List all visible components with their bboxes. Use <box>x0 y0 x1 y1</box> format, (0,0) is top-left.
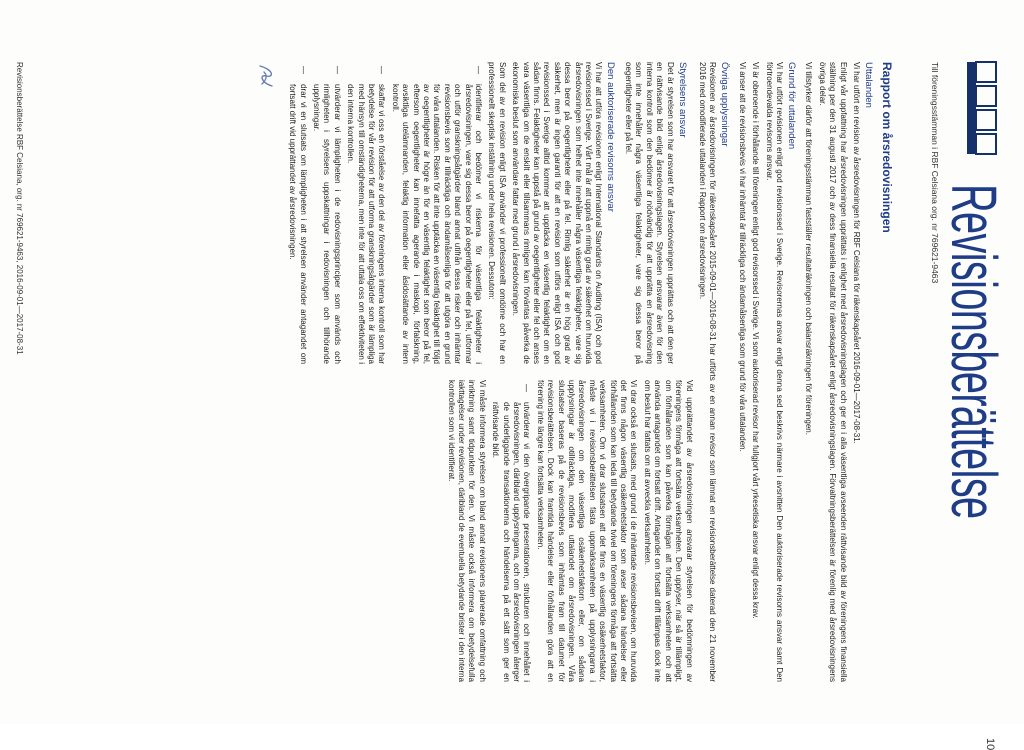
kpmg-logo <box>966 62 1000 158</box>
paragraph: Vi tillstyrker därför att föreningsstämman fastställer resultaträkningen och balansräkningen för föreningen. <box>804 62 814 435</box>
paragraph: Vi måste informera styrelsen om bland annat revisionens planerade omfattning och inriktning samt tidpunkten för den. Vi måste också informera om betydelsefulla iakttagelser under revisionen, däribland de eventuella betydande brister i den interna kontrollen som vi identifierat. <box>446 380 487 682</box>
paragraph: Vi drar också en slutsats, med grund i de inhämtade revisionsbevisen, om huruvida det finns någon väsentlig osäkerhetsfaktor som avser sådana händelser eller förhållanden som kan leda till betydande tvivel om föreningens förmåga att fortsätta verksamheten. Om vi drar slutsatsen att det finns en väsentlig osäkerhetsfaktor, måste vi i revisionsberättelsen fästa uppmärksamheten på upplysningarna i årsredovisningen om den väsentliga osäkerhetsfaktorn eller, om sådana upplysningar är otillräckliga, modifiera uttalandet om årsredovisningen. Våra slutsatser baseras på de revisionsbevis som inhämtas fram till datumet för revisionsberättelsen. Dock kan framtida händelser eller förhållanden göra att en förening inte längre kan fortsätta verksamheten. <box>535 380 639 682</box>
subheading-styrelsens-ansvar: Styrelsens ansvar <box>676 62 688 138</box>
paragraph: Vi har att utföra revisionen enligt International Standards on Auditing (ISA) och god revisionssed i Sverige. Vårt mål är att uppnå en rimlig grad av säkerhet om huruvida årsredovisningen som helhet inte innehåller några väsentliga felaktigheter, vare sig dessa beror på oegentligheter eller på fel. Rimlig säkerhet är en hög grad av säkerhet, men är ingen garanti för att en revision som utförs enligt ISA och god revisionssed i Sverige alltid kommer att upptäcka en väsentlig felaktighet om en sådan finns. Felaktigheter kan uppstå på grund av oegentligheter eller fel och anses vara väsentliga om de enskilt eller tillsammans rimligen kan förväntas påverka de ekonomiska beslut som användare fattar med grund i årsredovisningen. <box>511 62 604 364</box>
list-item: — utvärderar vi den övergripande presentationen, strukturen och innehållet i årsredovisningen, däribland upplysningarna, och om årsredovisningen återger de underliggande transaktionerna och händelserna på ett sätt som ger en rättvisande bild. <box>490 380 532 682</box>
page-title: Revisionsberättelse <box>938 184 1010 519</box>
list-item: — drar vi en slutsats om lämpligheten i att styrelsen använder antagandet om fortsatt drift vid upprättandet av årsredovisningen. <box>287 62 308 364</box>
two-column-body <box>284 62 694 684</box>
bullet-list <box>490 380 532 682</box>
list-item: — skaffar vi oss en förståelse av den del av föreningens interna kontroll som har betydelse för vår revision för att utforma granskningsåtgärder som är lämpliga med hänsyn till omständigheterna, men inte för att uttala oss om effektiviteten i den interna kontrollen. <box>345 62 387 364</box>
paragraph: Vi har utfört revisionen enligt god revisionssed i Sverige. Revisorernas ansvar enligt denna sed beskrivs närmare i avsnitten Den auktoriserade revisorns ansvar samt Den förtroendevalda revisorns ansvar. <box>764 62 784 682</box>
subheading-uttalanden: Uttalanden <box>863 62 874 108</box>
page-header <box>894 62 1010 750</box>
recipient-line: Till föreningsstämman i RBF Celsiana org. nr 769621-9463 <box>930 62 940 284</box>
signature-initials <box>256 62 278 92</box>
paragraph: Vi är oberoende i förhållande till föreningen enligt god revisorssed i Sverige. Vi som auktoriserad revisor har fullgjort vårt yrkesetiska ansvar enligt dessa krav. <box>751 62 761 619</box>
left-column <box>284 62 694 364</box>
subheading-ovriga: Övriga upplysningar <box>719 62 731 147</box>
right-column <box>284 380 694 682</box>
list-item: — identifierar och bedömer vi riskerna för väsentliga felaktigheter i årsredovisningen, vare sig dessa beror på oegentligheter eller på fel, utformar och utför granskningsåtgärder bland annat utifrån dessa risker och inhämtar revisionsbevis som är tillräckliga och ändamålsenliga för att utgöra en grund för våra uttalanden. Risken för att inte upptäcka en väsentlig felaktighet till följd av oegentligheter är högre än för en väsentlig felaktighet som beror på fel, eftersom oegentligheter kan innefatta agerande i maskopi, förfalskning, avsiktliga utelämnanden, felaktig information eller åsidosättande av intern kontroll. <box>389 62 483 364</box>
bullet-list <box>287 62 483 364</box>
subheading-revisorns-ansvar: Den auktoriserade revisorns ansvar <box>605 62 617 212</box>
page-number: 10 <box>984 738 996 750</box>
section-heading: Rapport om årsredovisningen <box>880 62 894 233</box>
paragraph: Det är styrelsen som har ansvaret för att årsredovisningen upprättas och att den ger en rättvisande bild enligt årsredovisningslagen. Styrelsen ansvarar även för den interna kontroll som den bedömer är nödvändig för att upprätta en årsredovisning som inte innehåller några väsentliga felaktigheter, vare sig dessa beror på oegentligheter eller på fel. <box>623 62 675 364</box>
report-section <box>697 62 894 682</box>
paragraph: Som del av en revision enligt ISA använder vi professionellt omdöme och har en professionellt skeptisk inställning under hela revisionen. Dessutom: <box>487 62 507 364</box>
subheading-grund: Grund för uttalanden <box>785 62 797 150</box>
paragraph: Enligt vår uppfattning har årsredovisningen upprättats i enlighet med årsredovisningslagen och ger en i alla väsentliga avseenden rättvisande bild av föreningens finansiella ställning per den 31 augusti 2017 och av dess finansiella resultat för räkenskapsåret enligt årsredovisningslagen. Förvaltningsberättelsen är förenlig med årsredovisningens övriga delar. <box>817 62 848 682</box>
list-item: — utvärderar vi lämpligheten i de redovisningsprinciper som används och rimligheten i styrelsens uppskattningar i redovisningen och tillhörande upplysningar. <box>311 62 342 364</box>
page-footer: Revisionsberättelse RBF Celsiana, org. nr 769621-9463, 2016-09-01—2017-08-31 <box>15 62 24 355</box>
paragraph: Revisionen av årsredovisningen för räkenskapsåret 2015-09-01—2016-08-31 har utförts av en annan revisor som lämnat en revisionsberättelse daterad den 21 november 2016 med omodifierade uttalanden i Rapport om årsredovisningen. <box>697 62 718 682</box>
paragraph: Vi har utfört en revision av årsredovisningen för RBF Celsiana för räkenskapsåret 2016-09-01—2017-08-31. <box>852 62 861 444</box>
paragraph: Vi anser att de revisionsbevis vi har inhämtat är tillräckliga och ändamålsenliga som grund för våra uttalanden. <box>737 62 747 452</box>
paragraph: Vid upprättandet av årsredovisningen ansvarar styrelsen för bedömningen av föreningens förmåga att fortsätta verksamheten. Den upplyser, när så är tillämpligt, om förhållanden som kan påverka förmågan att fortsätta verksamheten och att använda antagandet om fortsatt drift. Antagandet om fortsatt drift tillämpas dock inte om beslut har fattats om att avveckla verksamheten. <box>642 380 694 682</box>
